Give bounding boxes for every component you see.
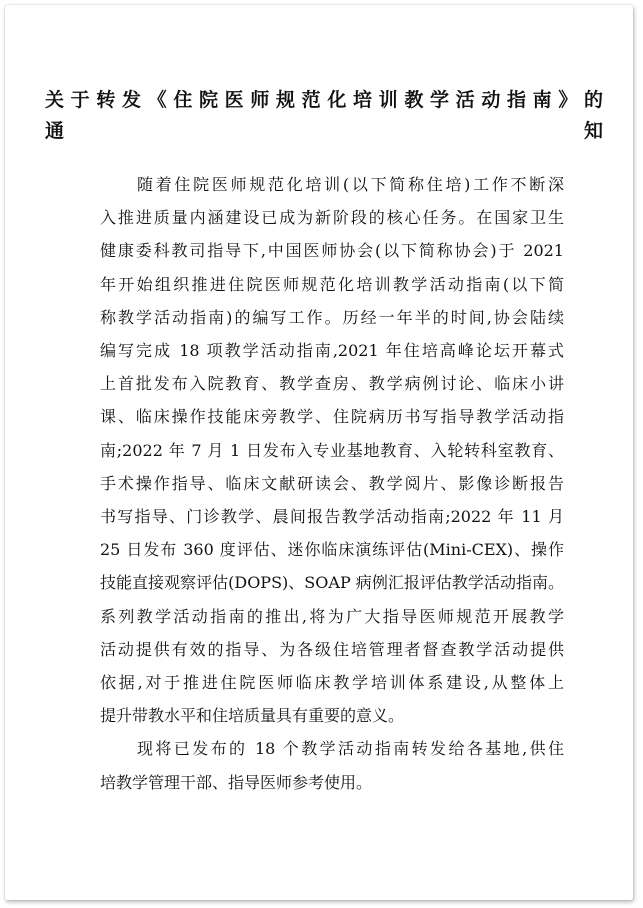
text-line: 入推进质量内涵建设已成为新阶段的核心任务。在国家卫生 bbox=[100, 208, 564, 228]
title-line: 关于转发《住院医师规范化培训教学活动指南》的 bbox=[45, 89, 603, 111]
text-line: 随着住院医师规范化培训(以下简称住培)工作不断深 bbox=[137, 175, 564, 194]
text-line: 上首批发布入院教育、教学查房、教学病例讨论、临床小讲 bbox=[100, 374, 564, 394]
text-line: 依据,对于推进住院医师临床教学培训体系建设,从整体上 bbox=[100, 673, 564, 693]
text-line: 书写指导、门诊教学、晨间报告教学活动指南;2022 年 11 月 bbox=[100, 507, 564, 527]
text-line: 提升带教水平和住培质量具有重要的意义。 bbox=[100, 706, 405, 726]
text-line: 现将已发布的 18 个教学活动指南转发给各基地,供住 bbox=[137, 739, 564, 759]
paragraph bbox=[100, 732, 564, 798]
text-line: 课、临床操作技能床旁教学、住院病历书写指导教学活动指 bbox=[100, 407, 564, 427]
text-line: 手术操作指导、临床文献研读会、教学阅片、影像诊断报告 bbox=[100, 473, 564, 493]
paragraph bbox=[100, 168, 564, 732]
document-title bbox=[45, 85, 603, 147]
text-line: 25 日发布 360 度评估、迷你临床演练评估(Mini-CEX)、操作 bbox=[100, 540, 564, 560]
text-line: 系列教学活动指南的推出,将为广大指导医师规范开展教学 bbox=[100, 606, 564, 626]
text-line: 健康委科教司指导下,中国医师协会(以下简称协会)于 2021 bbox=[100, 241, 564, 261]
title-line: 通知 bbox=[45, 120, 603, 142]
document-page bbox=[5, 5, 633, 900]
text-line: 年开始组织推进住院医师规范化培训教学活动指南(以下简 bbox=[100, 274, 564, 294]
text-line: 称教学活动指南)的编写工作。历经一年半的时间,协会陆续 bbox=[100, 307, 564, 327]
text-line: 南;2022 年 7 月 1 日发布入专业基地教育、入轮转科室教育、 bbox=[100, 440, 564, 460]
text-line: 编写完成 18 项教学活动指南,2021 年住培高峰论坛开幕式 bbox=[100, 341, 564, 361]
text-line: 活动提供有效的指导、为各级住培管理者督查教学活动提供 bbox=[100, 639, 564, 659]
text-line: 培教学管理干部、指导医师参考使用。 bbox=[100, 772, 373, 792]
document-body bbox=[100, 168, 564, 799]
text-line: 技能直接观察评估(DOPS)、SOAP 病例汇报评估教学活动指南。 bbox=[100, 573, 564, 593]
